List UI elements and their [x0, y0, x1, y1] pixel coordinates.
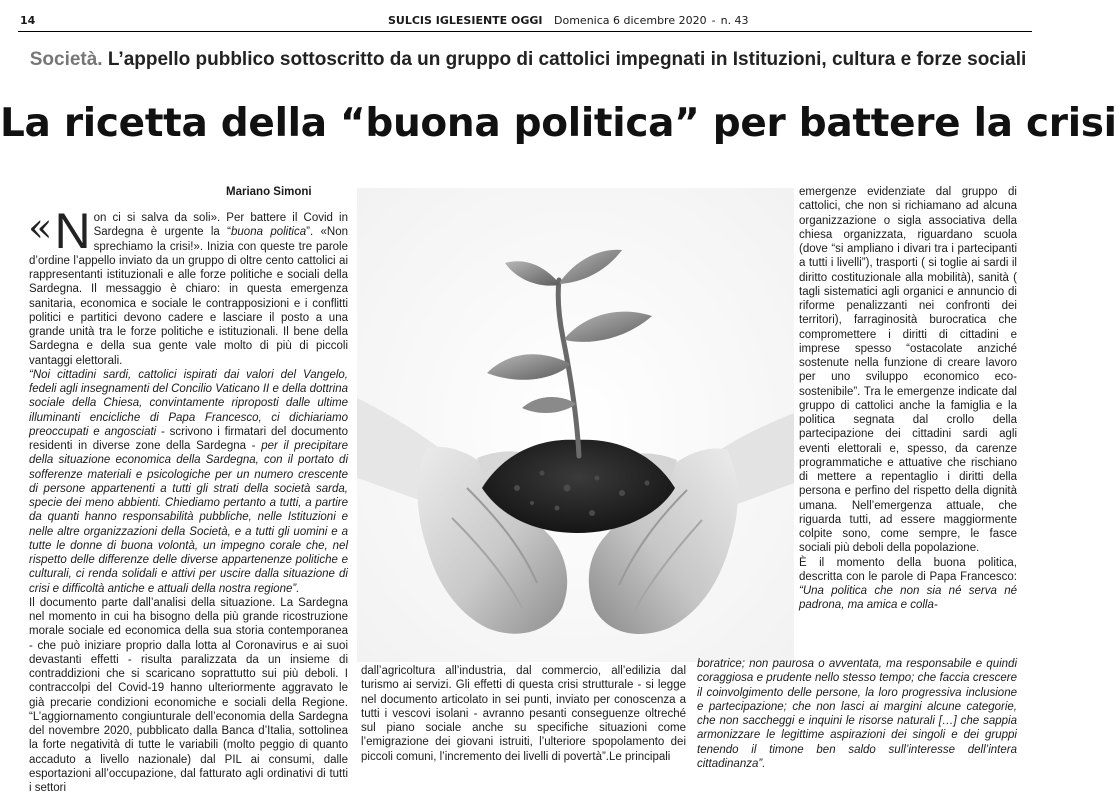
text-run: È il momento della buona politica, descritta con le parole di Papa Francesco:: [799, 556, 1017, 583]
opening-quote-mark: «: [28, 205, 53, 251]
paragraph-effects: dall’agricoltura all’industria, dal commercio, all’edilizia dal turismo ai servizi. Gli effetti di questa crisi strutturale - si legge nel documento articolato in sei punti, inviato per conoscenza a tutti i vescovi isolani - avranno pesanti conseguenze oltreché sul piano sociale anche su specifiche situazioni come l’emigrazione dei giovani istruiti, l’ulteriore spopolamento dei piccoli comuni, l’incremento dei livelli di povertà”.Le principali: [361, 665, 686, 763]
text-run: on ci si salva da soli». Per battere il Covid in Sardegna è urgente la “: [93, 212, 348, 239]
drop-cap: N: [54, 203, 91, 259]
issue-number: n. 43: [720, 14, 749, 27]
article-column-4: [697, 657, 1017, 771]
quote-text: “Una politica che non sia né serva né padrona, ma amica e colla-: [799, 585, 1017, 612]
paragraph-analysis: Il documento parte dall’analisi della situazione. La Sardegna nel momento in cui ha bisogno della più grande ricostruzione morale sociale ed economica della sua storia contemporanea - che può iniziare proprio dalla lotta al Coronavirus e ai suoi devastanti effetti - risulta paralizzata da un insieme di contraddizioni che si scaricano soprattutto sui più deboli. I contraccolpi del Covid-19 hanno ulteriormente aggravato le già precarie condizioni economiche e sociali della Regione. “L’aggiornamento congiunturale dell’economia della Sardegna del novembre 2020, pubblicato dalla Banca d’Italia, sottolinea la forte negatività di tutte le variabili (molto peggio di quanto accaduto a livello nazionale) dal PIL ai consumi, dalle esportazioni all’occupazione, dal fatturato agli ordinativi di tutti i settori: [29, 596, 348, 794]
article-column-1: [28, 203, 348, 795]
text-run-italic: buona politica: [231, 226, 307, 239]
text-run: - scrivono i firmatari del documento residenti in diverse zone della Sardegna -: [29, 425, 348, 452]
kicker: [0, 49, 1056, 71]
text-run: ”. «Non sprechiamo la crisi!». Inizia con queste tre parole d’ordine l’appello inviato da un gruppo di oltre cento cattolici ai rappresentanti istituzionali e alle forze politiche e sociali della Sardegna. Il messaggio è chiaro: in questa emergenza sanitaria, economica e sociale le contrapposizioni e i conflitti politici e partitici devono cadere e lasciare il posto a una grande unità tra le forze politiche e istituzionali. Il bene della Sardegna e della sua gente vale molto di più di piccoli vantaggi elettorali.: [29, 226, 348, 367]
paragraph-quote: [29, 368, 348, 596]
paragraph-pope-quote: boratrice; non paurosa o avventata, ma responsabile e quindi coraggiosa e prudente nello stesso tempo; che faccia crescere il coinvolgimento delle persone, la loro progressiva inclusione e partecipazione; che non lasci ai margini alcune categorie, che non saccheggi e inquini le risorse naturali […] che sappia armonizzare le legittime aspirazioni dei singoli e dei gruppi tenendo il timone ben saldo sull’interesse dell’intera cittadinanza”.: [697, 658, 1017, 770]
page-number: 14: [20, 14, 36, 27]
masthead-rule: [18, 31, 1032, 32]
kicker-text: L’appello pubblico sottoscritto da un gruppo di cattolici impegnati in Istituzioni, cultura e forze sociali: [107, 49, 1027, 70]
article-column-2: [361, 664, 686, 764]
quote-text: per il precipitare della situazione economica della Sardegna, con il portato di sofferenze materiali e psicologiche per un numero crescente di persone appartenenti a tutti gli strati della società sarda, specie dei meno abbienti. Chiediamo pertanto a tutti, a partire da quanti hanno responsabilità pubbliche, nelle Istituzioni e nelle altre organizzazioni della Società, e a tutti gli uomini e a tutte le donne di buona volontà, un impegno corale che, nel rispetto delle differenze delle diverse appartenenze politiche e culturali, ci renda solidali e attivi per uscire dalla situazione di crisi e difficoltà antiche e attuali della nostra regione”.: [29, 440, 348, 595]
article-column-3: [799, 185, 1017, 613]
paragraph-good-politics: [799, 556, 1017, 613]
byline: Mariano Simoni: [226, 186, 312, 198]
section-label: Società.: [29, 49, 103, 70]
publication-name: SULCIS IGLESIENTE OGGI: [388, 14, 543, 27]
seedling-in-hands-icon: [357, 188, 794, 662]
quote-text: “Noi cittadini sardi, cattolici ispirati dai valori del Vangelo, fedeli agli insegnamenti del Concilio Vaticano II e della dottrina sociale della Chiesa, convintamente riproposti dalle ultime illuminanti encicliche di Papa Francesco, ci dichiariamo preoccupati e angosciati: [29, 368, 348, 438]
masthead-separator: -: [711, 14, 716, 27]
issue-date: Domenica 6 dicembre 2020: [554, 14, 707, 27]
masthead: [0, 0, 1056, 34]
headline: La ricetta della “buona politica” per battere la crisi: [0, 101, 1117, 146]
masthead-info: [388, 14, 749, 27]
paragraph-emergencies: emergenze evidenziate dal gruppo di cattolici, che non si richiamano ad alcuna organizzazione o sigla associativa della chiesa organizzata, riguardano scuola (dove “si ampliano i divari tra i partecipanti a tutti i livelli”), trasporti ( si toglie ai sardi il diritto costituzionale alla mobilità), sanità ( tagli sistematici agli organici e annuncio di riforme penalizzanti nei confronti dei territori), farraginosità burocratica che compromettere i diritti di cittadini e imprese spesso “ostacolate anziché sostenute nella funzione di creare lavoro per uno sviluppo economico eco-sostenibile”. Tra le emergenze indicate dal gruppo di cattolici anche la famiglia e la politica segnata dal crollo della partecipazione dei cittadini sardi agli eventi elettorali e, spesso, da carenze programmatiche e attuative che rischiano di mettere a repentaglio i diritti della persona e perfino del rispetto della dignità umana. Nell’emergenza attuale, che riguarda tutti, ad essere maggiormente colpite sono, come sempre, le fasce sociali più deboli della popolazione.: [799, 186, 1017, 555]
